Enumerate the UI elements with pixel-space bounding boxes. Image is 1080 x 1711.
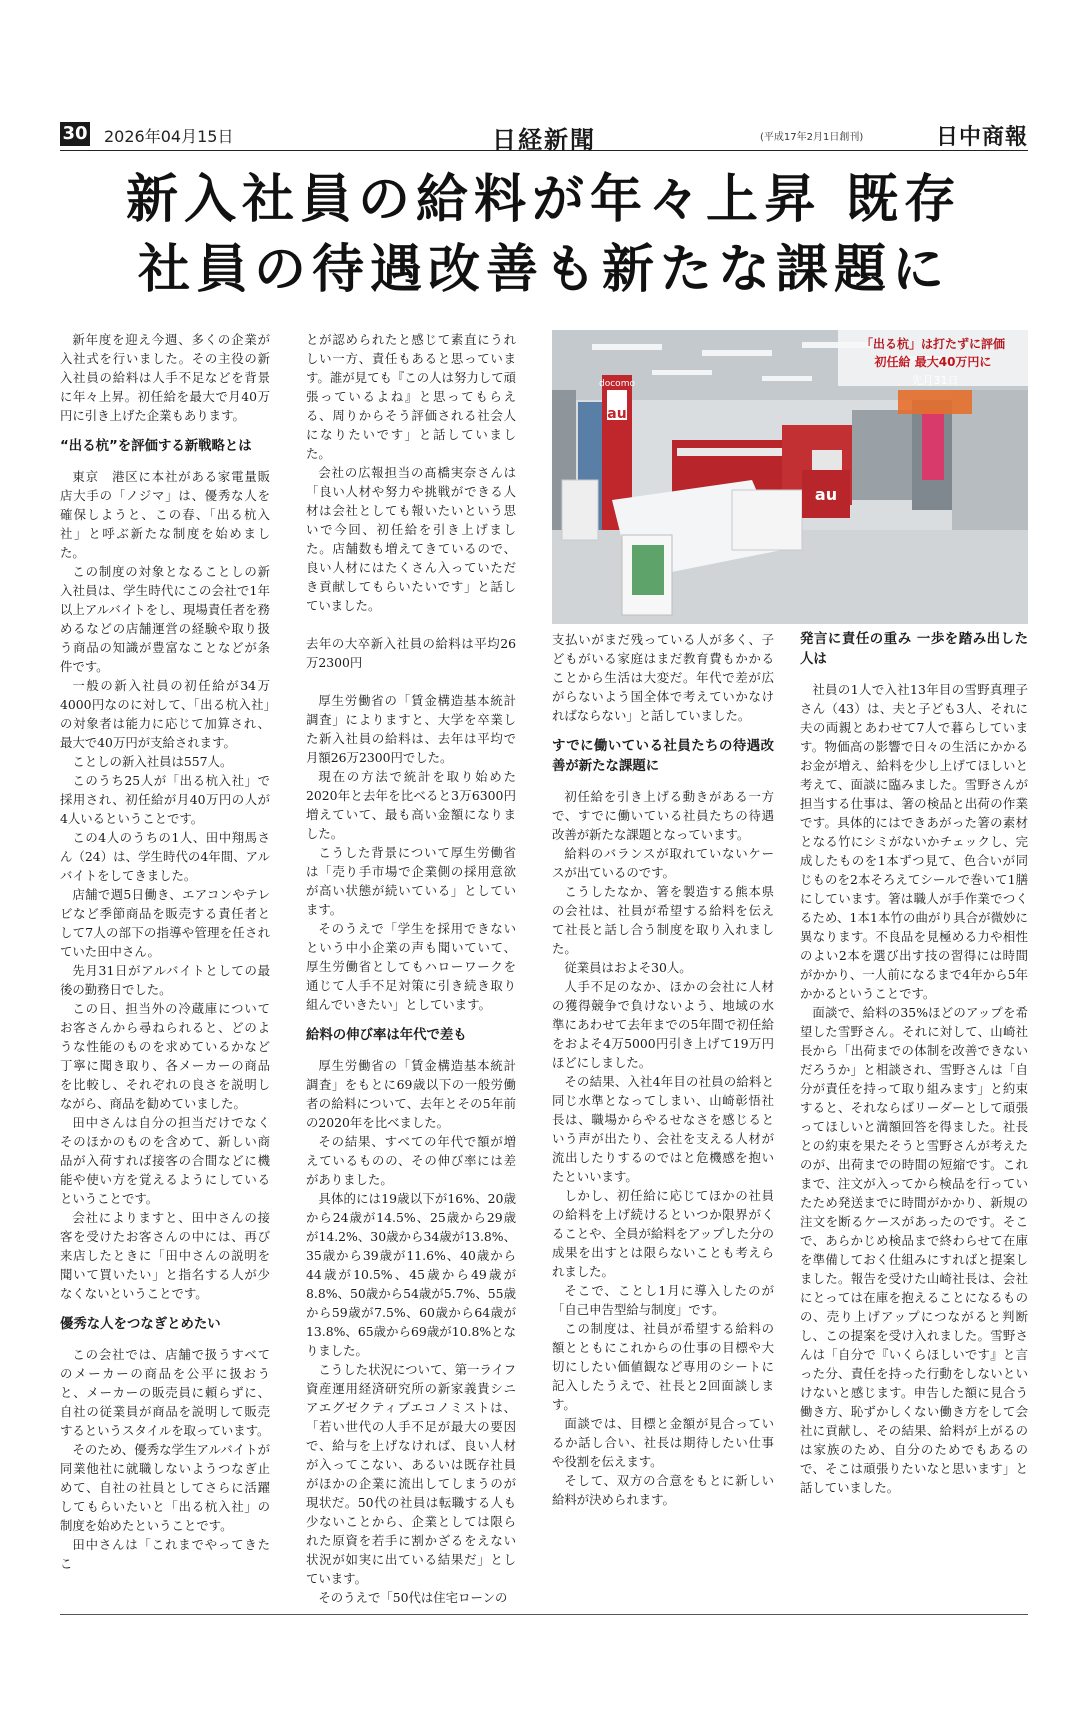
paragraph: そこで、ことし1月に導入したのが「自己申告型給与制度」です。 <box>552 1283 774 1317</box>
subheading: 発言に責任の重み 一歩を踏み出した人は <box>800 632 1028 667</box>
masthead <box>60 120 1028 154</box>
au-sign: au <box>607 406 627 422</box>
photo-banner-text: 「出る杭」は打たずに評価 <box>860 337 1006 351</box>
paragraph: 田中さんは「これまでやってきたこ <box>60 1537 270 1571</box>
paragraph: 支払いがまだ残っている人が多く、子どもがいる家庭はまだ教育費もかかることから生活は大変だ。年代で差が広がらないよう国全体で考えていかなければならない」と話していました。 <box>552 632 774 723</box>
photo-date-caption: 先月31日 <box>911 374 959 387</box>
subheading: “出る杭”を評価する新戦略とは <box>60 439 252 454</box>
paragraph: こうした状況について、第一ライフ資産運用経済研究所の新家義貴シニアエグゼクティブエコノミストは、「若い世代の人手不足が最大の要因で、給与を上げなければ、良い人材が入ってこない、あるいは既存社員がほかの企業に流出してしまうのが現状だ。50代の社員は転職する人も少ないことから、企業としては限られた原資を若手に割かざるをえない状況が如実に出ている結果だ」としています。 <box>306 1362 516 1586</box>
paragraph: しかし、初任給に応じてほかの社員の給料を上げ続けるといつか限界がくることや、全員が給料をアップした分の成果を出すとは限らないことも考えられました。 <box>552 1188 774 1279</box>
paragraph: こうした背景について厚生労働省は「売り手市場で企業側の採用意欲が高い状態が続いている」としています。 <box>306 845 516 917</box>
docomo-sign: docomo <box>599 379 635 389</box>
paragraph: この制度の対象となることしの新入社員は、学生時代にこの会社で1年以上アルバイトをし、現場責任者を務めるなどの店舗運営の経験や取り扱う商品の知識が豊富なことなどが条件です。 <box>60 564 270 674</box>
article-column-4 <box>800 630 1028 1605</box>
paragraph: そして、双方の合意をもとに新しい給料が決められます。 <box>552 1473 774 1507</box>
store-photo <box>552 330 1028 624</box>
paragraph: 去年の大卒新入社員の給料は平均26万2300円 <box>306 636 516 670</box>
paragraph: 店舗で週5日働き、エアコンやテレビなど季節商品を販売する責任者として7人の部下の指導や管理を任されていた田中さん。 <box>60 887 270 959</box>
paragraph: 一般の新入社員の初任給が34万4000円なのに対して、「出る杭入社」の対象者は能力に応じて加算され、最大で40万円が支給されます。 <box>60 678 270 750</box>
paragraph: ことしの新入社員は557人。 <box>72 754 233 769</box>
paragraph: とが認められたと感じて素直にうれしい一方、責任もあると思っています。誰が見ても『この人は努力して頑張っているよね』と思ってもらえる、周りからそう評価される社会人になりたいです」と話していました。 <box>306 332 516 461</box>
paragraph: このうち25人が「出る杭入社」で採用され、初任給が月40万円の人が4人いるということです。 <box>60 773 270 826</box>
paragraph: この日、担当外の冷蔵庫についてお客さんから尋ねられると、どのような性能のものを求めているかなど丁寧に聞き取り、各メーカーの商品を比較し、それぞれの良さを説明しながら、商品を勧めていました。 <box>60 1001 270 1111</box>
paragraph: そのため、優秀な学生アルバイトが同業他社に就職しないようつなぎ止めて、自社の社員としてさらに活躍してもらいたいと「出る杭入社」の制度を始めたということです。 <box>60 1442 270 1533</box>
paragraph: 新年度を迎え今週、多くの企業が入社式を行いました。その主役の新入社員の給料は人手不足などを背景に年々上昇。初任給を最大で月40万円に引き上げた企業もあります。 <box>60 332 270 423</box>
headline-line-1: 新入社員の給料が年々上昇 既存 <box>125 170 963 230</box>
paragraph: 社員の1人で入社13年目の雪野真理子さん（43）は、夫と子ども3人、それに夫の両親とあわせて7人で暮らしています。物価高の影響で日々の生活にかかるお金が増え、給料を少し上げてほしいと考えて、面談に臨みました。雪野さんが担当する仕事は、箸の検品と出荷の作業です。具体的にはできあがった箸の素材となる竹にシミがないかチェックし、完成したものを1本ずつ見て、色合いが同じものを2本そろえてシールで巻いて1膳にしています。箸は職人が手作業でつくるため、1本1本竹の曲がり具合が微妙に異なります。不良品を見極める力や相性のよい2本を選び出す技の習得には時間がかかり、一人前になるまで4年から5年かかるということです。 <box>800 682 1028 1001</box>
paragraph: 給料のバランスが取れていないケースが出ているのです。 <box>552 846 774 880</box>
subheading: すでに働いている社員たちの待遇改善が新たな課題に <box>552 739 774 774</box>
article-column-1 <box>60 330 270 1605</box>
spacer <box>306 672 516 691</box>
paragraph: 初任給を引き上げる動きがある一方で、すでに働いている社員たちの待遇改善が新たな課題となっています。 <box>552 789 774 842</box>
headline-line-2: 社員の待遇改善も新たな課題に <box>137 240 950 300</box>
paragraph: この制度は、社員が希望する給料の額とともにこれからの仕事の目標や大切にしたい価値観など専用のシートに記入したうえで、社長と2回面談します。 <box>552 1321 774 1412</box>
paragraph: 従業員はおよそ30人。 <box>564 960 692 975</box>
spacer <box>306 615 516 634</box>
paragraph: 先月31日がアルバイトとしての最後の勤務日でした。 <box>60 963 270 997</box>
paragraph: この会社では、店舗で扱うすべてのメーカーの商品を公平に扱おうと、メーカーの販売員に頼らずに、自社の従業員が商品を説明して販売するというスタイルを取っています。 <box>60 1347 270 1438</box>
subheading: 優秀な人をつなぎとめたい <box>60 1317 221 1332</box>
paper-name: 日経新聞 <box>492 126 596 154</box>
paragraph: 厚生労働省の「賃金構造基本統計調査」をもとに69歳以下の一般労働者の給料について、去年とその5年前の2020年を比べました。 <box>306 1058 516 1130</box>
paragraph: その結果、入社4年目の社員の給料と同じ水準となってしまい、山崎彰悟社長は、職場からやるせなさを感じるという声が出たり、会社を支える人材が流出したりするのではと危機感を抱いたといいます。 <box>552 1074 774 1184</box>
paragraph: 会社によりますと、田中さんの接客を受けたお客さんの中には、再び来店したときに「田中さんの説明を聞いて買いたい」と指名する人が少なくないということです。 <box>60 1210 270 1301</box>
paragraph: 面談で、給料の35%ほどのアップを希望した雪野さん。それに対して、山崎社長から「出荷までの体制を改善できないだろうか」と相談され、雪野さんは「自分が責任を持って取り組みます」と約束すると、それならばリーダーとして頑張ってほしいと満額回答を得ました。社長との約束を果たそうと雪野さんが考えたのが、出荷までの時間の短縮です。これまで、注文が入ってから検品を行っていたため発送までに時間がかかり、新規の注文を断るケースがあったのです。そこで、あらかじめ検品まで終わらせて在庫を準備しておく仕組みにすればと提案しました。報告を受けた山崎社長は、会社にとっては在庫を抱えることになるものの、売り上げアップにつながると判断し、この提案を受け入れました。雪野さんは「自分で『いくらほしいです』と言った分、責任を持った行動をしないといけないと感じます。申告した額に見合う働き方、恥ずかしくない働き方をして会社に貢献し、その結果、給料が上がるのは家族のため、自分のためでもあるので、そこは頑張りたいなと思います」と話していました。 <box>800 1005 1028 1495</box>
paragraph: その結果、すべての年代で額が増えているものの、その伸び率には差がありました。 <box>306 1134 516 1187</box>
paragraph: 会社の広報担当の髙橋実奈さんは「良い人材や努力や挑戦ができる人材は会社としても報いたいという思いで今回、初任給を引き上げました。店舗数も増えてきているので、良い人材にはたくさん入っていただき貢献してもらいたいです」と話していました。 <box>306 465 516 613</box>
paragraph: そのうえで「50代は住宅ローンの <box>318 1590 508 1605</box>
store-interior-image <box>552 330 1028 624</box>
paragraph: 厚生労働省の「賃金構造基本統計調査」によりますと、大学を卒業した新入社員の給料は、去年は平均で月額26万2300円でした。 <box>306 693 516 765</box>
paragraph: 現在の方法で統計を取り始めた2020年と去年を比べると3万6300円増えていて、最も高い金額になりました。 <box>306 769 516 841</box>
paragraph: この4人のうちの1人、田中翔馬さん（24）は、学生時代の4年間、アルバイトをしてきました。 <box>60 830 270 883</box>
publisher-logo: 日中商報 <box>935 125 1028 150</box>
paragraph: 東京 港区に本社がある家電量販店大手の「ノジマ」は、優秀な人を確保しようと、この春、「出る杭入社」と呼ぶ新たな制度を始めました。 <box>60 469 270 560</box>
founded-date: (平成17年2月1日創刊) <box>760 132 864 143</box>
paragraph: こうしたなか、箸を製造する熊本県の会社は、社員が希望する給料を伝えて社長と話し合う制度を取り入れました。 <box>552 884 774 956</box>
page-number: 30 <box>60 122 90 146</box>
article-column-3 <box>552 630 774 1605</box>
photo-banner-subtext: 初任給 最大40万円に <box>874 355 992 369</box>
paragraph: 人手不足のなか、ほかの会社に人材の獲得競争で負けないよう、地域の水準にあわせて去年までの5年間で初任給をおよそ4万5000円引き上げて19万円ほどにしました。 <box>552 979 774 1070</box>
paragraph: 田中さんは自分の担当だけでなくそのほかのものを含めて、新しい商品が入荷すれば接客の合間などに機能や使い方を覚えるようにしているということです。 <box>60 1115 270 1206</box>
bottom-rule <box>60 1614 1028 1615</box>
article-column-2 <box>306 330 516 1605</box>
paragraph: そのうえで「学生を採用できないという中小企業の声も聞いていて、厚生労働省としてもハローワークを通じて人手不足対策に引き続き取り組んでいきたい」としています。 <box>306 921 516 1012</box>
subheading: 給料の伸び率は年代で差も <box>306 1028 467 1043</box>
paragraph: 具体的には19歳以下が16%、20歳から24歳が14.5%、25歳から29歳が14.2%、30歳から34歳が13.8%、35歳から39歳が11.6%、40歳から44歳が10.5%、45歳から49歳が8.8%、50歳から54歳が5.7%、55歳から59歳が7.5%、60歳から64歳が13.8%、65歳から69歳が10.8%となりました。 <box>306 1191 516 1358</box>
headline <box>60 165 1028 305</box>
au-sign: au <box>814 485 838 504</box>
paragraph: 面談では、目標と金額が見合っているか話し合い、社長は期待したい仕事や役割を伝えます。 <box>552 1416 774 1469</box>
issue-date: 2026年04月15日 <box>104 127 234 146</box>
